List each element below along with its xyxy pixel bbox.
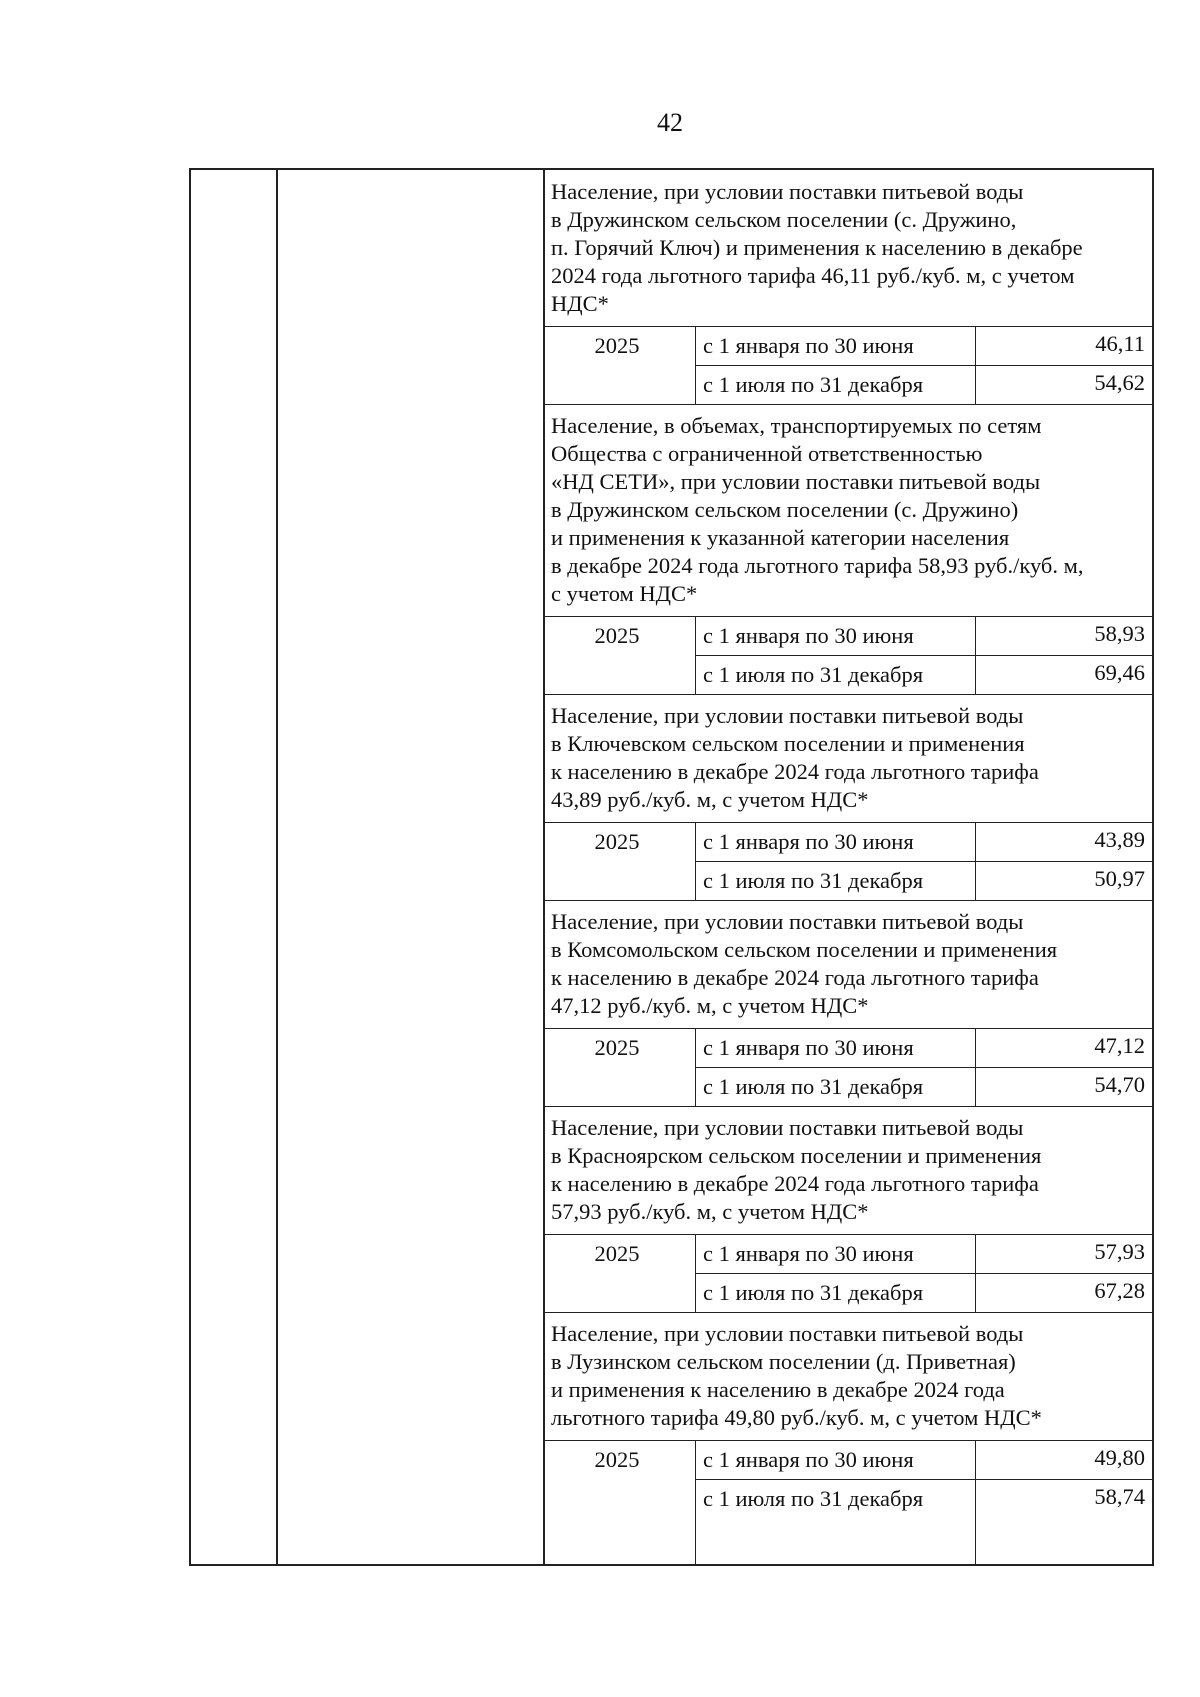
tariff-description-line: к населению в декабре 2024 года льготного тарифа [551, 1171, 1039, 1196]
tariff-description-line: 47,12 руб./куб. м, с учетом НДС* [551, 993, 869, 1018]
tariff-description-line: Население, при условии поставки питьевой воды [551, 1321, 1024, 1346]
tariff-value: 46,11 [1095, 331, 1145, 356]
tariff-period: с 1 июля по 31 декабря [703, 662, 924, 687]
tariff-description-line: Население, при условии поставки питьевой воды [551, 909, 1024, 934]
column-divider-value [975, 326, 976, 404]
row-divider [695, 1273, 1154, 1274]
tariff-value: 43,89 [1094, 827, 1145, 852]
tariff-year: 2025 [594, 623, 640, 648]
column-divider-value [975, 822, 976, 900]
tariff-description-line: к населению в декабре 2024 года льготного тарифа [551, 965, 1039, 990]
page-number: 42 [657, 108, 683, 137]
row-divider [543, 1234, 1154, 1235]
tariff-value: 54,62 [1094, 370, 1145, 395]
tariff-description-line: п. Горячий Ключ) и применения к населению в декабре [551, 235, 1083, 260]
tariff-year: 2025 [594, 1447, 640, 1472]
tariff-description-line: и применения к указанной категории населения [551, 525, 1010, 550]
tariff-description-line: 57,93 руб./куб. м, с учетом НДС* [551, 1199, 869, 1224]
row-divider [695, 1479, 1154, 1480]
column-divider-period [695, 1234, 696, 1312]
tariff-value: 69,46 [1094, 660, 1145, 685]
tariff-period: с 1 января по 30 июня [703, 1241, 914, 1266]
column-divider-value [975, 1440, 976, 1566]
tariff-description-line: в Дружинском сельском поселении (с. Дружино) [551, 497, 1019, 522]
tariff-period: с 1 января по 30 июня [703, 829, 914, 854]
column-divider-period [695, 1028, 696, 1106]
tariff-description-line: 2024 года льготного тарифа 46,11 руб./куб. м, с учетом [551, 263, 1075, 288]
column-divider-period [695, 1440, 696, 1566]
tariff-value: 57,93 [1094, 1239, 1145, 1264]
tariff-value: 67,28 [1094, 1278, 1145, 1303]
tariff-description-line: в Дружинском сельском поселении (с. Дружино, [551, 207, 1017, 232]
tariff-period: с 1 января по 30 июня [703, 623, 914, 648]
tariff-description-line: НДС* [551, 291, 609, 316]
tariff-description-line: 43,89 руб./куб. м, с учетом НДС* [551, 787, 869, 812]
column-divider-1 [276, 170, 278, 1564]
column-divider-value [975, 1028, 976, 1106]
row-divider [543, 900, 1154, 901]
column-divider-period [695, 822, 696, 900]
row-divider [543, 326, 1154, 327]
tariff-period: с 1 июля по 31 декабря [703, 1280, 924, 1305]
tariff-year: 2025 [594, 1241, 640, 1266]
tariff-value: 58,74 [1094, 1484, 1145, 1509]
row-divider [543, 1106, 1154, 1107]
tariff-description-line: в Красноярском сельском поселении и применения [551, 1143, 1042, 1168]
tariff-year: 2025 [594, 1035, 640, 1060]
row-divider [543, 1440, 1154, 1441]
column-divider-period [695, 326, 696, 404]
row-divider [543, 404, 1154, 405]
tariff-table [189, 168, 1154, 1566]
tariff-value: 47,12 [1094, 1033, 1145, 1058]
tariff-description-line: в декабре 2024 года льготного тарифа 58,93 руб./куб. м, [551, 553, 1084, 578]
tariff-description-line: и применения к населению в декабре 2024 года [551, 1377, 1005, 1402]
tariff-period: с 1 июля по 31 декабря [703, 868, 924, 893]
tariff-value: 50,97 [1094, 866, 1145, 891]
tariff-description-line: в Ключевском сельском поселении и применения [551, 731, 1025, 756]
tariff-period: с 1 июля по 31 декабря [703, 372, 924, 397]
tariff-period: с 1 января по 30 июня [703, 1035, 914, 1060]
tariff-description-line: в Комсомольском сельском поселении и применения [551, 937, 1058, 962]
tariff-description-line: Общества с ограниченной ответственностью [551, 441, 983, 466]
tariff-description-line: Население, в объемах, транспортируемых по сетям [551, 413, 1042, 438]
tariff-description-line: к населению в декабре 2024 года льготного тарифа [551, 759, 1039, 784]
tariff-description-line: Население, при условии поставки питьевой воды [551, 703, 1024, 728]
column-divider-value [975, 1234, 976, 1312]
tariff-description-line: Население, при условии поставки питьевой воды [551, 1115, 1024, 1140]
row-divider [695, 1067, 1154, 1068]
row-divider [695, 861, 1154, 862]
tariff-description-line: с учетом НДС* [551, 581, 698, 606]
row-divider [543, 1028, 1154, 1029]
tariff-year: 2025 [594, 829, 640, 854]
tariff-value: 54,70 [1094, 1072, 1145, 1097]
row-divider [543, 822, 1154, 823]
column-divider-value [975, 616, 976, 694]
row-divider [543, 616, 1154, 617]
tariff-description-line: «НД СЕТИ», при условии поставки питьевой воды [551, 469, 1041, 494]
tariff-description-line: в Лузинском сельском поселении (д. Приветная) [551, 1349, 1016, 1374]
tariff-value: 58,93 [1094, 621, 1145, 646]
row-divider [695, 365, 1154, 366]
tariff-period: с 1 января по 30 июня [703, 333, 914, 358]
tariff-period: с 1 июля по 31 декабря [703, 1074, 924, 1099]
tariff-value: 49,80 [1094, 1445, 1145, 1470]
tariff-description-line: льготного тарифа 49,80 руб./куб. м, с учетом НДС* [551, 1405, 1042, 1430]
tariff-description-line: Население, при условии поставки питьевой воды [551, 179, 1024, 204]
row-divider [543, 1312, 1154, 1313]
row-divider [695, 655, 1154, 656]
row-divider [543, 694, 1154, 695]
tariff-period: с 1 июля по 31 декабря [703, 1486, 924, 1511]
tariff-year: 2025 [594, 333, 640, 358]
column-divider-2 [543, 170, 545, 1564]
tariff-period: с 1 января по 30 июня [703, 1447, 914, 1472]
column-divider-period [695, 616, 696, 694]
